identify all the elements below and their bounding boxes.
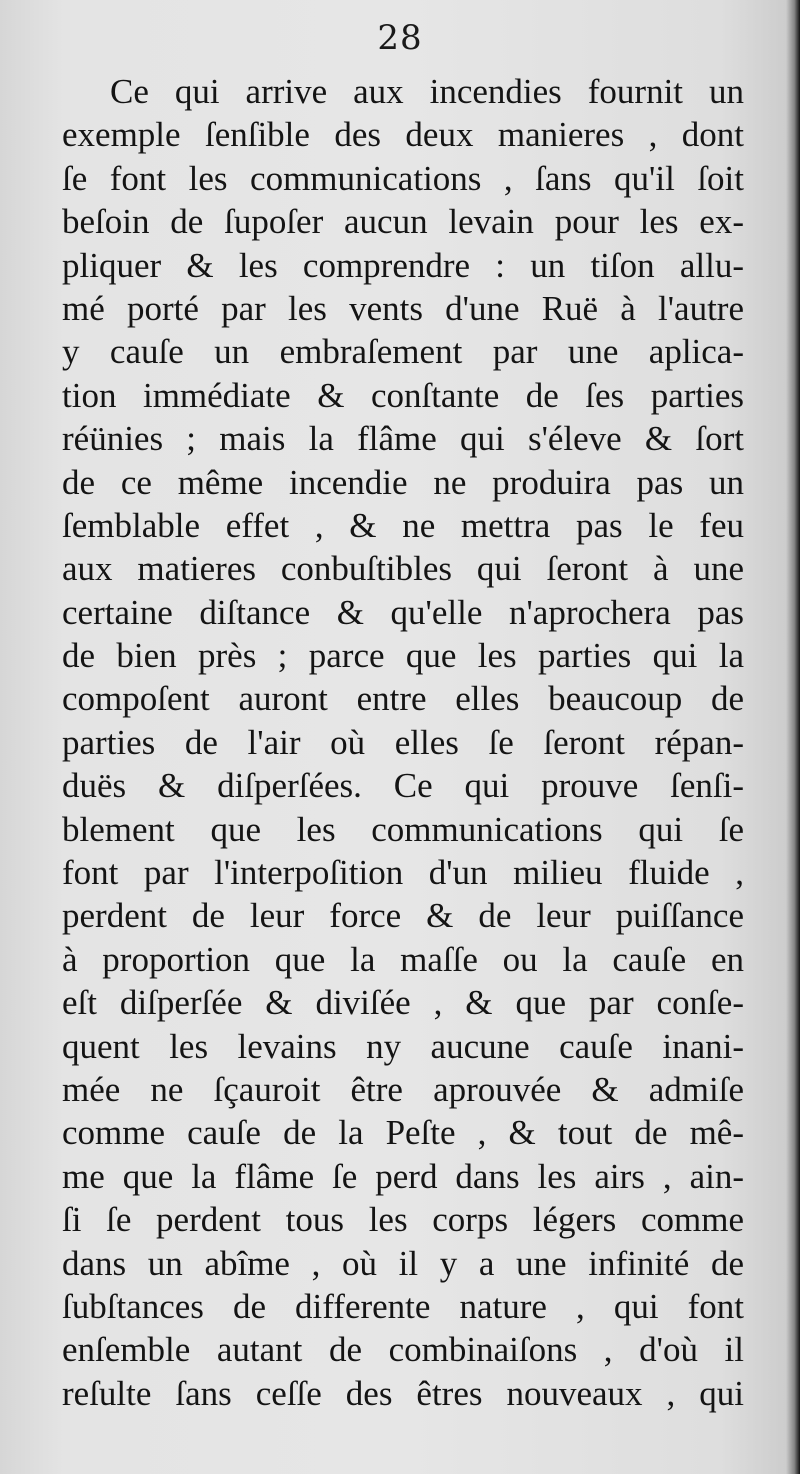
page-number: 28 <box>377 18 423 58</box>
text-line: duës & diſperſées. Ce qui prouve ſenſi- <box>62 766 744 806</box>
text-line: quent les levains ny aucune cauſe inani- <box>62 1026 744 1066</box>
text-line: ſi ſe perdent tous les corps légers comme <box>62 1200 744 1240</box>
page-edge-shadow <box>786 0 800 1474</box>
text-line: ſe font les communications , ſans qu'il ſoit <box>62 158 744 198</box>
text-line: compoſent auront entre elles beaucoup de <box>62 679 744 719</box>
text-line: enſemble autant de combinaiſons , d'où il <box>62 1330 744 1370</box>
text-line: mée ne ſçauroit être aprouvée & admiſe <box>62 1069 744 1109</box>
text-line: eſt diſperſée & diviſée , & que par conſe- <box>62 983 744 1023</box>
text-line: dans un abîme , où il y a une infinité de <box>62 1243 744 1283</box>
text-line: à proportion que la maſſe ou la cauſe en <box>62 939 744 979</box>
text-line: me que la flâme ſe perd dans les airs , ain- <box>62 1156 744 1196</box>
body-text <box>62 70 744 1415</box>
text-line: exemple ſenſible des deux manieres , dont <box>62 115 744 155</box>
text-line: pliquer & les comprendre : un tiſon allu- <box>62 245 744 285</box>
text-line: mé porté par les vents d'une Ruë à l'autre <box>62 288 744 328</box>
text-line: font par l'interpoſition d'un milieu fluide , <box>62 853 744 893</box>
text-line: beſoin de ſupoſer aucun levain pour les ex- <box>62 202 744 242</box>
text-line: certaine diſtance & qu'elle n'aprochera pas <box>62 592 744 632</box>
text-line: aux matieres conbuſtibles qui ſeront à une <box>62 549 744 589</box>
text-line: parties de l'air où elles ſe ſeront répan- <box>62 722 744 762</box>
text-line: blement que les communications qui ſe <box>62 809 744 849</box>
text-line: reſulte ſans ceſſe des êtres nouveaux , qui <box>62 1373 744 1413</box>
text-line: comme cauſe de la Peſte , & tout de mê- <box>62 1113 744 1153</box>
text-line: Ce qui arrive aux incendies fournit un <box>110 72 744 111</box>
text-line: tion immédiate & conſtante de ſes parties <box>62 375 744 415</box>
text-line: ſemblable effet , & ne mettra pas le feu <box>62 505 744 545</box>
text-line: de bien près ; parce que les parties qui la <box>62 636 744 676</box>
text-line: ſubſtances de differente nature , qui font <box>62 1286 744 1326</box>
text-line: réünies ; mais la flâme qui s'éleve & ſort <box>62 419 744 459</box>
text-line: perdent de leur force & de leur puiſſance <box>62 896 744 936</box>
text-line: y cauſe un embraſement par une aplica- <box>62 332 744 372</box>
text-line: de ce même incendie ne produira pas un <box>62 462 744 502</box>
